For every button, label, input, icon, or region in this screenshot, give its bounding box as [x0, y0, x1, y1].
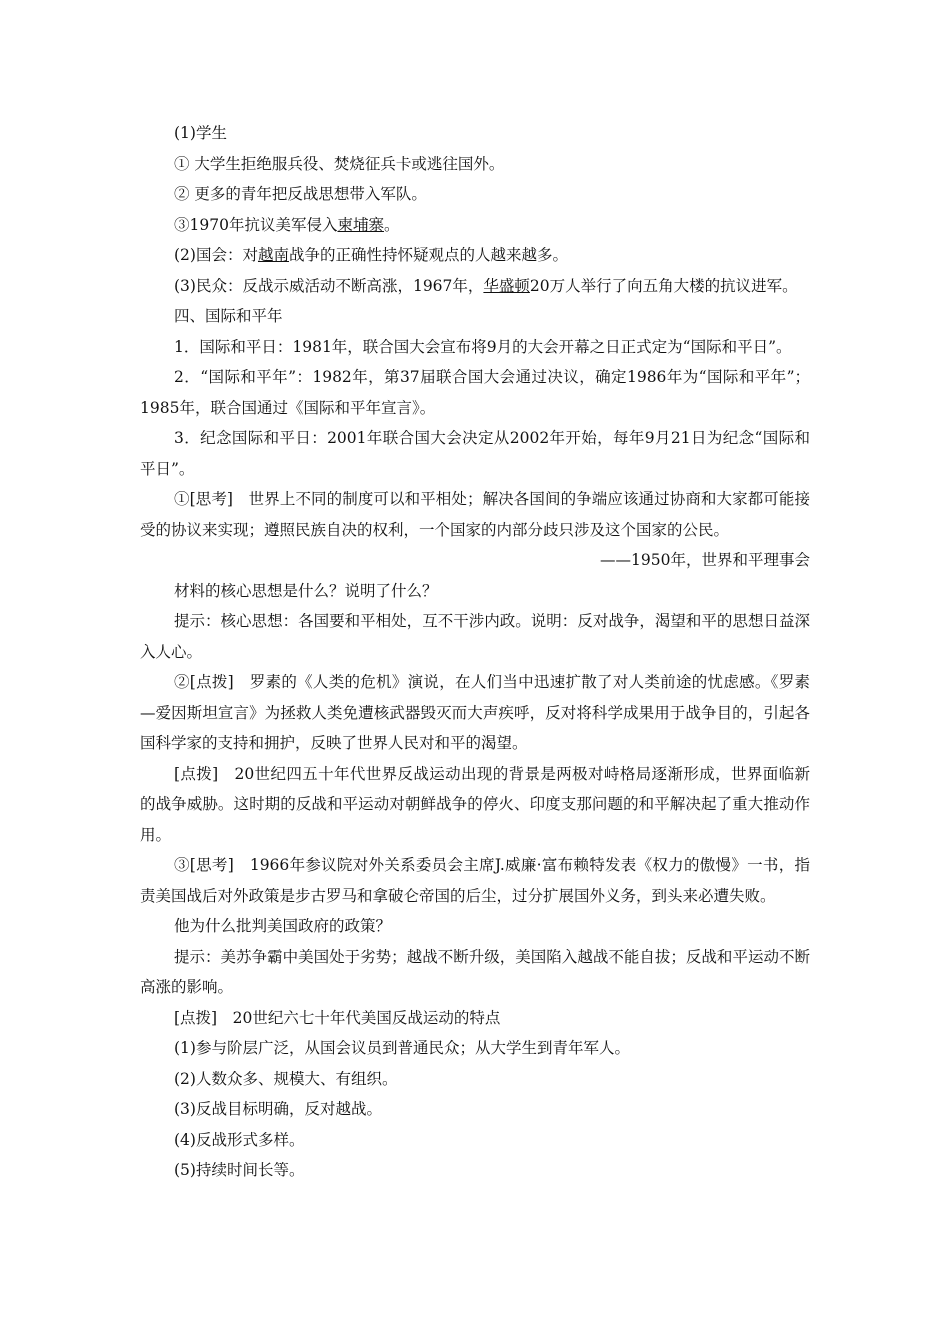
underlined-term-washington: 华盛顿	[483, 276, 530, 295]
underlined-term-cambodia: 柬埔寨	[337, 215, 384, 234]
feature-item-2: (2)人数众多、规模大、有组织。	[174, 1069, 398, 1088]
note-features-heading: [点拨] 20世纪六七十年代美国反战运动的特点	[174, 1008, 501, 1027]
note-paragraph-2: ②[点拨] 罗素的《人类的危机》演说，在人们当中迅速扩散了对人类前途的忧虑感。《罗素—爱因斯坦宣言》为拯救人类免遭核武器毁灭而大声疾呼，反对将科学成果用于战争目的，引起各国科学家的支持和拥护，反映了世界人民对和平的渴望。	[140, 673, 810, 752]
question-1: 材料的核心思想是什么？说明了什么？	[174, 581, 438, 600]
section-heading-peace-year: 四、国际和平年	[174, 307, 283, 325]
feature-item-3: (3)反战目标明确，反对越战。	[174, 1100, 382, 1118]
peace-item-3: 3．纪念国际和平日：2001年联合国大会决定从2002年开始，每年9月21日为纪念“国际和平日”。	[140, 429, 810, 478]
document-body	[140, 118, 810, 1186]
quote-attribution: ——1950年，世界和平理事会	[600, 551, 810, 569]
student-point-3: ③1970年抗议美军侵入柬埔寨。	[174, 215, 400, 234]
congress-point: (2)国会：对越南战争的正确性持怀疑观点的人越来越多。	[174, 246, 568, 264]
think-paragraph-1: ①[思考] 世界上不同的制度可以和平相处；解决各国间的争端应该通过协商和大家都可能接受的协议来实现；遵照民族自决的权利，一个国家的内部分歧只涉及这个国家的公民。	[140, 490, 810, 539]
student-point-2: ② 更多的青年把反战思想带入军队。	[174, 185, 427, 203]
hint-1: 提示：核心思想：各国要和平相处，互不干涉内政。说明：反对战争，渴望和平的思想日益深入人心。	[140, 612, 810, 661]
question-2: 他为什么批判美国政府的政策？	[174, 917, 392, 935]
student-point-1: ① 大学生拒绝服兵役、焚烧征兵卡或逃往国外。	[174, 154, 505, 173]
feature-item-5: (5)持续时间长等。	[174, 1161, 305, 1179]
public-point: (3)民众：反战示威活动不断高涨，1967年，华盛顿20万人举行了向五角大楼的抗议进军。	[174, 276, 798, 295]
feature-item-4: (4)反战形式多样。	[174, 1130, 305, 1149]
think-paragraph-3: ③[思考] 1966年参议院对外关系委员会主席J.威廉·富布赖特发表《权力的傲慢》一书，指责美国战后对外政策是步古罗马和拿破仑帝国的后尘，过分扩展国外义务，到头来必遭失败。	[140, 856, 810, 905]
peace-item-1: 1．国际和平日：1981年，联合国大会宣布将9月的大会开幕之日正式定为“国际和平日”。	[174, 337, 792, 356]
note-paragraph-background: [点拨] 20世纪四五十年代世界反战运动出现的背景是两极对峙格局逐渐形成，世界面临新的战争威胁。这时期的反战和平运动对朝鲜战争的停火、印度支那问题的和平解决起了重大推动作用。	[140, 764, 810, 844]
hint-2: 提示：美苏争霸中美国处于劣势；越战不断升级，美国陷入越战不能自拔；反战和平运动不断高涨的影响。	[140, 947, 810, 996]
feature-item-1: (1)参与阶层广泛，从国会议员到普通民众；从大学生到青年军人。	[174, 1039, 630, 1057]
student-heading: (1)学生	[174, 124, 227, 142]
peace-item-2: 2．“国际和平年”：1982年，第37届联合国大会通过决议，确定1986年为“国际和平年”；1985年，联合国通过《国际和平年宣言》。	[140, 368, 810, 417]
underlined-term-vietnam: 越南	[257, 246, 289, 264]
